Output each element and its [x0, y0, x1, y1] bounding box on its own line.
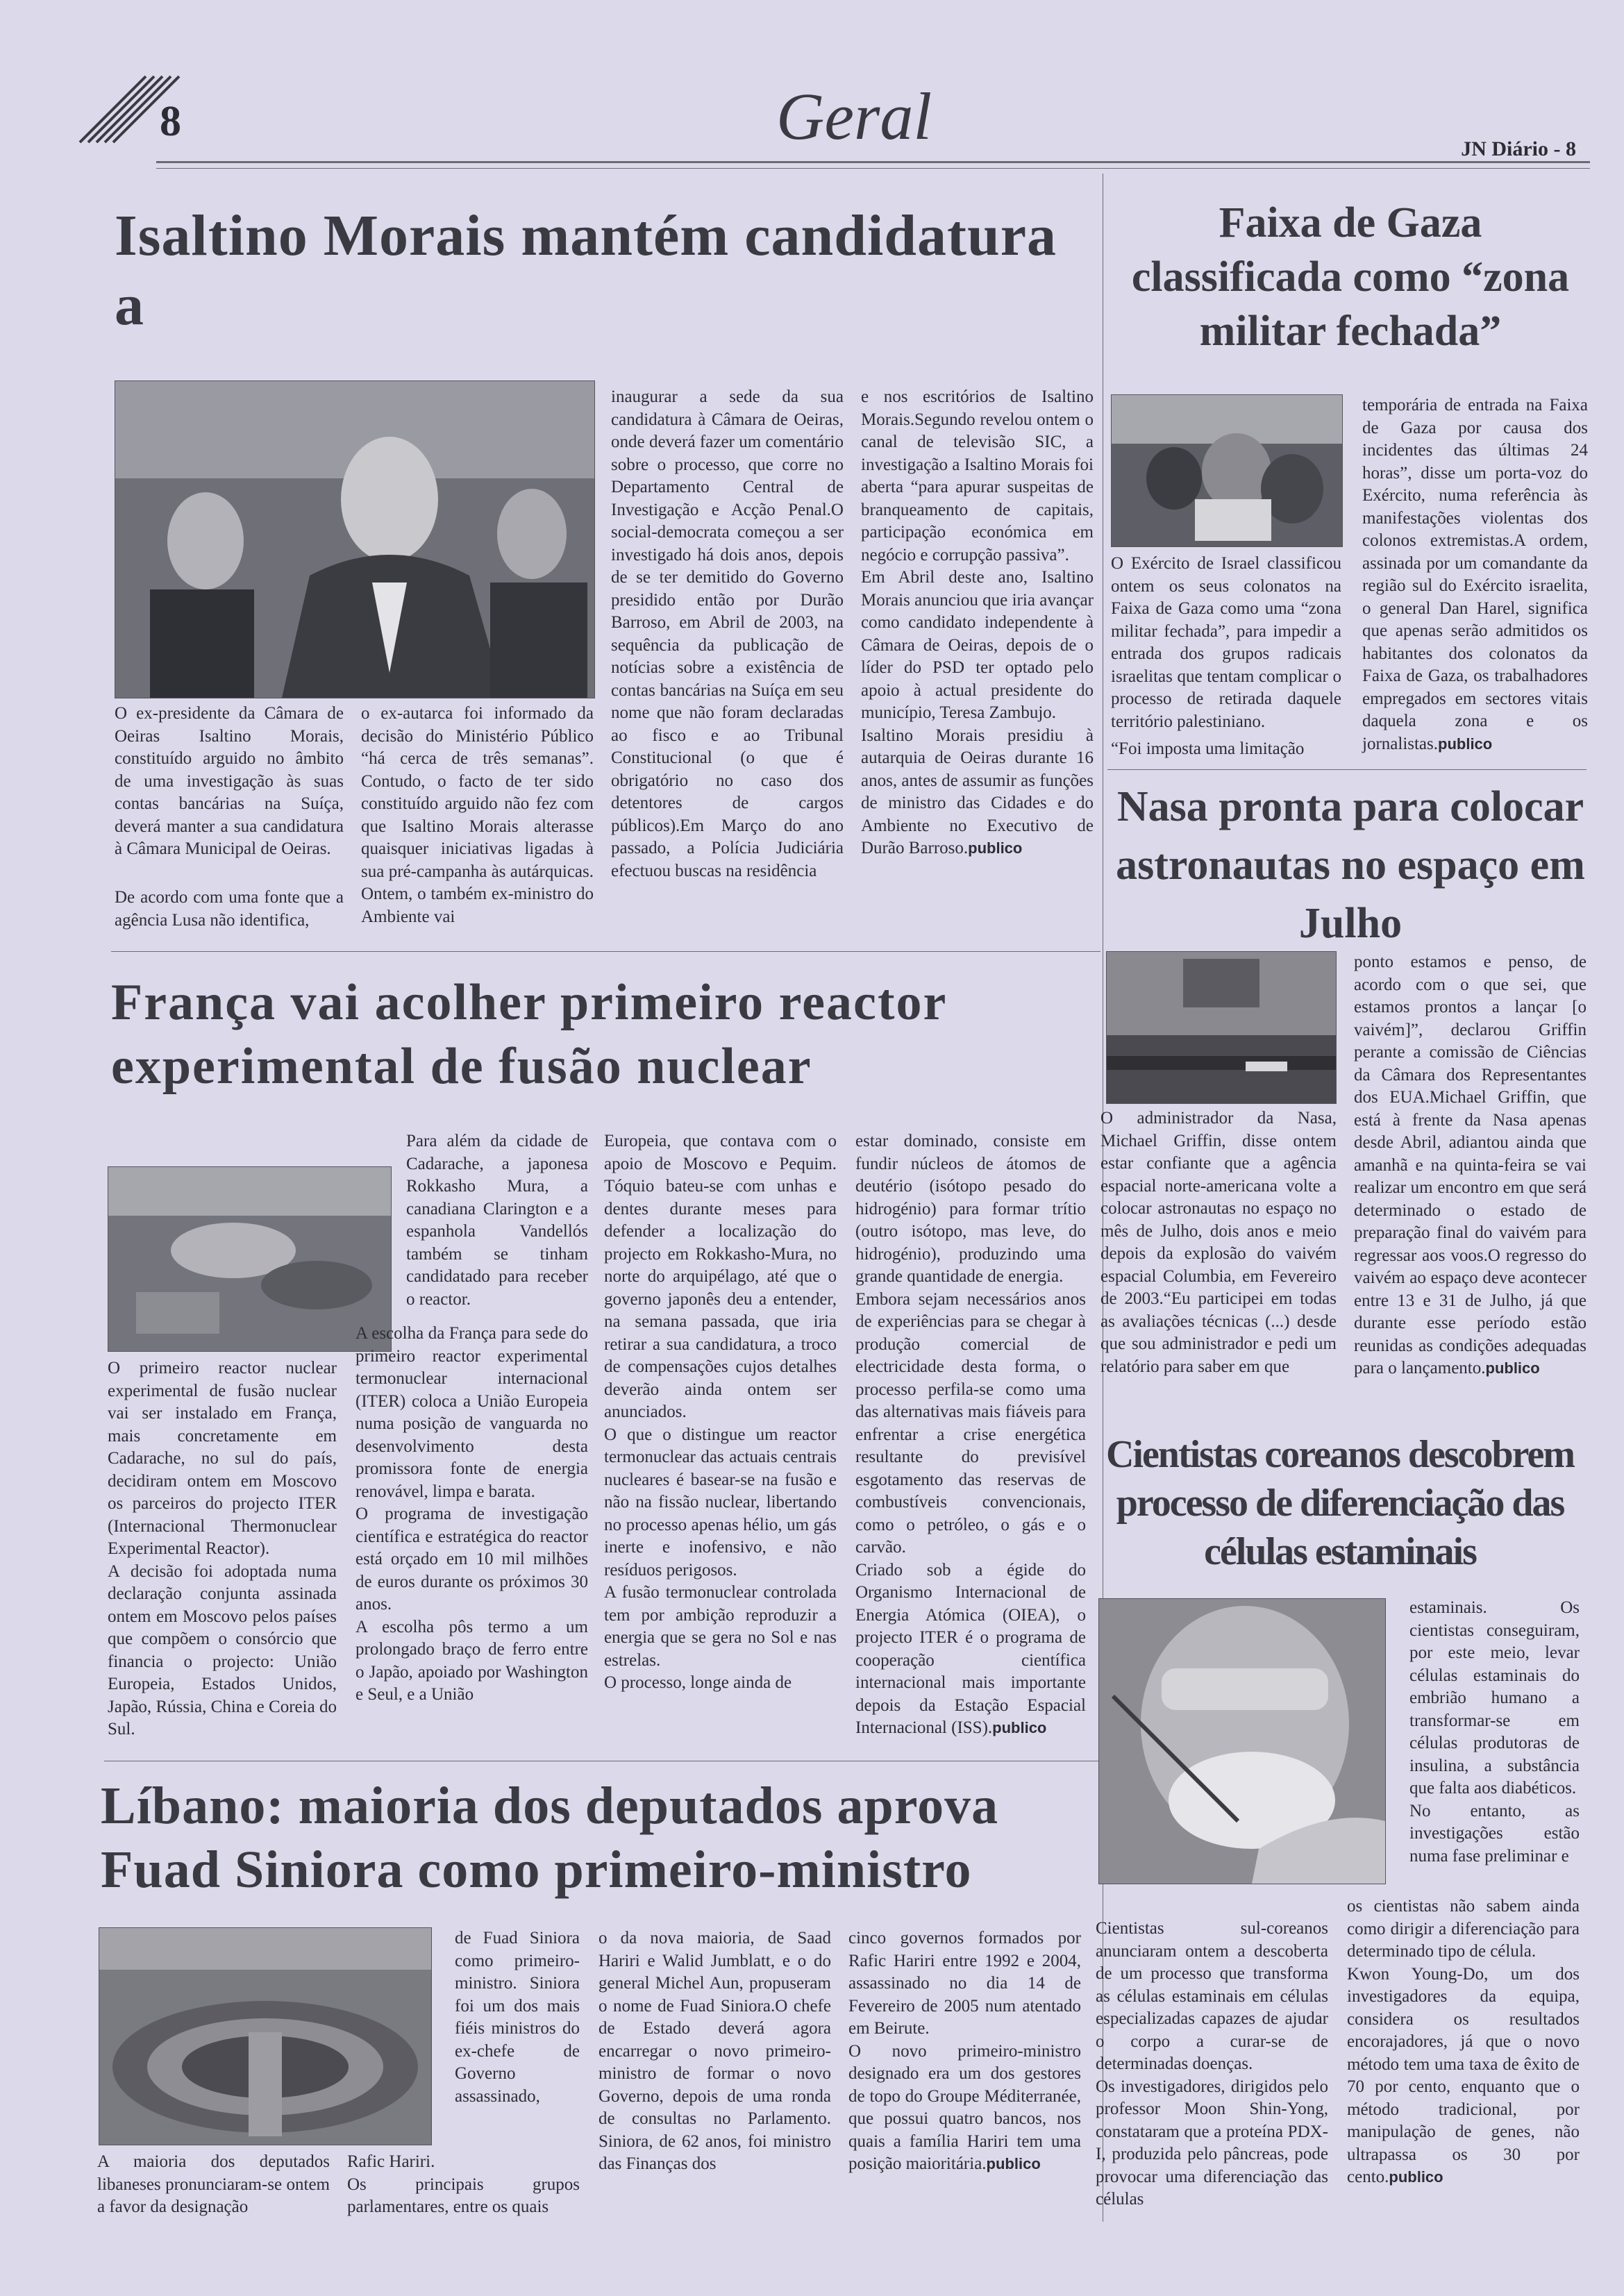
- article-caption: Cientistas sul-coreanos anunciaram ontem a descoberta de um processo que transforma as células estaminais em células especializadas capazes de ajudar o corpo a curar-se de determinadas doenças.: [1096, 1919, 1328, 2073]
- article-text: [1096, 1918, 1328, 2211]
- paragraph: No entanto, as investigações estão numa fase preliminar e: [1409, 1801, 1580, 1866]
- paragraph: os cientistas não sabem ainda como dirigir a diferenciação para determinado tipo de célula.: [1347, 1897, 1580, 1961]
- paragraph: A decisão foi adoptada numa declaração conjunta assinada ontem em Moscovo pelos países que compõem o consórcio que financia o projecto: União Europeia, Estados Unidos, Japão, Rússia, China e Coreia do Sul.: [108, 1561, 337, 1738]
- article-text: [604, 1130, 837, 1695]
- article-text: o da nova maioria, de Saad Hariri e Walid Jumblatt, e o do general Michel Aun, propuseram o nome de Fuad Siniora.O chefe de Estado deverá agora encarregar o novo primeiro-ministro de formar o novo Governo, depois de uma ronda de consultas no Parlamento. Siniora, de 62 anos, foi ministro das Finanças dos: [598, 1929, 831, 2173]
- section-title: Geral: [776, 79, 932, 153]
- hearing-image-icon: [1107, 952, 1336, 1103]
- source-tag: publico: [986, 2155, 1041, 2172]
- paragraph: Europeia, que contava com o apoio de Moscovo e Pequim. Tóquio bateu-se com unhas e dentes durante meses para defender a localização do projecto em Rokkasho-Mura, no norte do arquipélago, até que o governo japonês deu a entender, na semana passada, que iria retirar a sua candidatura, a troco de compensações cujos detalhes deverão ainda ontem ser anunciados.: [604, 1132, 837, 1421]
- paragraph: Os investigadores, dirigidos pelo professor Moon Shin-Yong, constataram que a proteína PDX-I, produzida pelo pâncreas, pode provocar uma diferenciação das células: [1096, 2077, 1328, 2209]
- header-rule-thin: [156, 168, 1590, 169]
- article-caption: O administrador da Nasa, Michael Griffin, disse ontem estar confiante que a agência espacial norte-americana volte a colocar astronautas no espaço no mês de Julho, dois anos e meio depois da explosão do vaivém espacial Columbia, em Fevereiro de 2003.“Eu participei em todas as avaliações técnicas (...) desde que sou administrador e pedi um relatório para saber em que: [1100, 1109, 1337, 1376]
- reactor-site-photo: [108, 1166, 392, 1352]
- aerial-image-icon: [108, 1167, 391, 1351]
- article-text: [861, 386, 1094, 860]
- paragraph: Rafic Hariri.: [347, 2152, 435, 2171]
- paragraph: [855, 1559, 1086, 1740]
- page-number: 8: [160, 98, 181, 145]
- article-text: [1347, 1895, 1580, 2189]
- paragraph-text: ponto estamos e penso, de acordo com o que sei, que estamos prontos a lançar [o vaivém]”, declarou Griffin perante a comissão de Ciências da Câmara dos Representantes dos EUA.Michael Griffin, que está à frente da Nasa apenas desde Abril, adiantou ainda que amanhã e na quinta-feira se vai realizar um encontro em que será determinado o estado de preparação final do vaivém para regressar aos voos.O regresso do vaivém ao espaço deve acontecer entre 13 e 31 de Julho, já que durante esse período estão reunidas as condições adequadas para o lançamento.: [1354, 953, 1587, 1377]
- source-tag: publico: [1438, 735, 1493, 753]
- paragraph: e nos escritórios de Isaltino Morais.Segundo revelou ontem o canal de televisão SIC, a investigação a Isaltino Morais foi aberta “para apurar suspeitas de branqueamento de capitais, participação económica em negócio e corrupção passiva”.: [861, 387, 1094, 564]
- lab-scientist-photo: [1098, 1598, 1386, 1884]
- article-divider: [1107, 769, 1587, 770]
- article-text: [406, 1130, 588, 1311]
- article-text: [355, 1323, 588, 1707]
- page-label: JN Diário - 8: [1461, 137, 1576, 160]
- article-text: de Fuad Siniora como primeiro-ministro. Siniora foi um dos mais fiéis ministros do ex-chefe de Governo assassinado,: [455, 1929, 580, 2106]
- portrait-image-icon: [115, 381, 594, 698]
- article-text: De acordo com uma fonte que a agência Lusa não identifica,: [115, 888, 344, 930]
- article-divider: [111, 951, 1100, 952]
- isaltino-photo: [115, 380, 595, 698]
- article-text: [848, 1927, 1081, 2176]
- article-caption: O ex-presidente da Câmara de Oeiras Isaltino Morais, constituído arguido no âmbito de uma investigação às suas contas bancárias na Suíça, deverá manter a sua candidatura à Câmara Municipal de Oeiras.: [115, 704, 344, 858]
- paragraph-text: O novo primeiro-ministro designado era um dos gestores de topo do Groupe Méditerranée, que possui quatro bancos, nos quais a família Hariri tem uma posição maioritária.: [848, 2041, 1081, 2173]
- paragraph: Embora sejam necessários anos de experiências para se chegar à produção comercial de electricidade desta forma, o processo perfila-se como uma das alternativas mais fiáveis para enfrentar a crise energética resultante do previsível esgotamento das reservas de combustíveis convencionais, como o petróleo, o gás e o carvão.: [855, 1289, 1086, 1557]
- paragraph: Em Abril deste ano, Isaltino Morais anunciou que iria avançar como candidato independente à Câmara de Oeiras, depois de o líder do PSD ter optado pelo apoio à actual presidente do município, Teresa Zambujo.: [861, 568, 1094, 722]
- nasa-hearing-photo: [1106, 951, 1337, 1104]
- paragraph: O processo, longe ainda de: [604, 1673, 792, 1692]
- parliament-image-icon: [99, 1928, 431, 2145]
- article-headline: Líbano: maioria dos deputados aprova Fuad Siniora como primeiro-ministro: [101, 1777, 999, 1899]
- page-number-badge: [73, 66, 198, 153]
- paragraph-text: Isaltino Morais presidiu à autarquia de Oeiras durante 16 anos, antes de assumir as funções de ministro das Cidades e do Ambiente no Executivo de Durão Barroso.: [861, 726, 1094, 857]
- paragraph: [848, 2041, 1081, 2176]
- article-text: [347, 2151, 580, 2219]
- article-text: o ex-autarca foi informado da decisão do Ministério Público “há cerca de três semanas”. Contudo, o facto de ter sido constituído arguido não fez com que Isaltino Morais alterasse quaisquer iniciativas ligadas à sua pré-campanha às autárquicas. Ontem, o também ex-ministro do Ambiente vai: [361, 704, 594, 926]
- paragraph: O programa de investigação científica e estratégica do reactor está orçado em 10 mil milhões de euros durante os próximos 30 anos.: [355, 1505, 588, 1614]
- article-caption: O primeiro reactor nuclear experimental de fusão nuclear vai ser instalado em França, mais concretamente em Cadarache, no sul do país, decidiram ontem em Moscovo os parceiros do projecto ITER (Internacional Thermonuclear Experimental Reactor).: [108, 1359, 337, 1558]
- article-text: inaugurar a sede da sua candidatura à Câmara de Oeiras, onde deverá fazer um comentário sobre o processo, que corre no Departamento Central de Investigação e Acção Penal.O social-democrata começou a ser investigado há dois anos, depois de se ter demitido do Governo presidido então por Durão Barroso, em Abril de 2003, na sequência da publicação de notícias sobre a existência de contas bancárias na Suíça em seu nome que não foram declaradas ao fisco e ao Tribunal Constitucional (o que é obrigatório no caso dos detentores de cargos públicos).Em Março do ano passado, a Polícia Judiciária efectuou buscas na residência: [611, 387, 844, 880]
- source-tag: publico: [1485, 1359, 1540, 1377]
- header-rule: [156, 161, 1590, 163]
- paragraph: O que o distingue um reactor termonuclear das actuais centrais nucleares é basear-se na fusão e não na fissão nuclear, libertando no processo apenas hélio, um gás inerte e inofensivo, e não resíduos perigosos.: [604, 1425, 837, 1579]
- article-text: [1362, 394, 1588, 755]
- article-headline: Isaltino Morais mantém candidatura a: [115, 203, 1057, 337]
- scientist-image-icon: [1099, 1599, 1385, 1884]
- paragraph: estaminais. Os cientistas conseguiram, por este meio, levar células estaminais do embrião humano a transformar-se em células produtoras de insulina, a substância que falta aos diabéticos.: [1409, 1598, 1580, 1798]
- article-text: [1409, 1597, 1580, 1868]
- source-tag: publico: [1389, 2168, 1443, 2186]
- source-tag: publico: [992, 1719, 1047, 1736]
- article-text: [855, 1130, 1086, 1740]
- paragraph: [1347, 1963, 1580, 2189]
- paragraph: A escolha da França para sede do primeiro reactor experimental termonuclear internacional (ITER) coloca a União Europeia numa posição de vanguarda no desenvolvimento desta promissora fonte de energia renovável, limpa e barata.: [355, 1324, 588, 1501]
- paragraph: Para além da cidade de Cadarache, a japonesa Rokkasho Mura, a canadiana Clarington e a espanhola Vandellós também se tinham candidatado para receber o reactor.: [406, 1132, 588, 1309]
- article-text: “Foi imposta uma limitação: [1111, 739, 1305, 758]
- paragraph: cinco governos formados por Rafic Hariri entre 1992 e 2004, assassinado no dia 14 de Fevereiro de 2005 num atentado em Beirute.: [848, 1929, 1081, 2038]
- paragraph: estar dominado, consiste em fundir núcleos de átomos de deutério (isótopo pesado do hidrogénio) para formar trítio (outro isótopo, mas leve, do hidrogénio), produzindo uma grande quantidade de energia.: [855, 1132, 1086, 1286]
- article-text: [108, 1357, 337, 1741]
- article-caption: A maioria dos deputados libaneses pronunciaram-se ontem a favor da designação: [97, 2152, 330, 2216]
- paragraph: [861, 725, 1094, 860]
- article-headline: Nasa pronta para colocar astronautas no espaço em Julho: [1116, 783, 1585, 947]
- paragraph: A fusão termonuclear controlada tem por ambição reproduzir a energia que se gera no Sol e nas estrelas.: [604, 1583, 837, 1670]
- article-caption: O Exército de Israel classificou ontem os seus colonatos na Faixa de Gaza como uma “zona militar fechada”, para impedir a entrada dos grupos radicais israelitas que tentam complicar o processo de retirada daquele território palestiniano.: [1111, 554, 1341, 731]
- article-text: [1100, 1107, 1337, 1378]
- article-headline: França vai acolher primeiro reactor experimental de fusão nuclear: [111, 974, 946, 1095]
- paragraph-text: Criado sob a égide do Organismo Internacional de Energia Atómica (OIEA), o projecto ITER é o programa de cooperação científica internacional mais importante depois da Estação Espacial Internacional (ISS).: [855, 1560, 1086, 1737]
- paragraph-text: Kwon Young-Do, um dos investigadores da equipa, considera os resultados encorajadores, já que o novo método tem uma taxa de êxito de 70 por cento, enquanto que o método tradicional, por manipulação de genes, não ultrapassa os 30 por cento.: [1347, 1964, 1580, 2186]
- article-headline: Cientistas coreanos descobrem processo de diferenciação das células estaminais: [1105, 1433, 1575, 1573]
- source-tag: publico: [968, 839, 1023, 857]
- article-headline: Faixa de Gaza classificada como “zona militar fechada”: [1131, 199, 1570, 355]
- parliament-photo: [99, 1927, 432, 2145]
- crowd-image-icon: [1112, 395, 1342, 546]
- article-text: [1354, 951, 1587, 1380]
- gaza-photo: [1111, 394, 1343, 547]
- paragraph: Os principais grupos parlamentares, entre os quais: [347, 2175, 580, 2216]
- paragraph: A escolha pôs termo a um prolongado braço de ferro entre o Japão, apoiado por Washington e Seul, e a União: [355, 1617, 588, 1704]
- paragraph-text: temporária de entrada na Faixa de Gaza por causa dos incidentes das últimas 24 horas”, disse um porta-voz do Exército, numa referência às manifestações violentas dos colonos extremistas.A ordem, assinada por um comandante da região sul do Exército israelita, o general Dan Harel, significa que apenas serão admitidos os habitantes dos colonatos da Faixa de Gaza, os trabalhadores empregados em sectores vitais daquela zona e os jornalistas.: [1362, 396, 1588, 753]
